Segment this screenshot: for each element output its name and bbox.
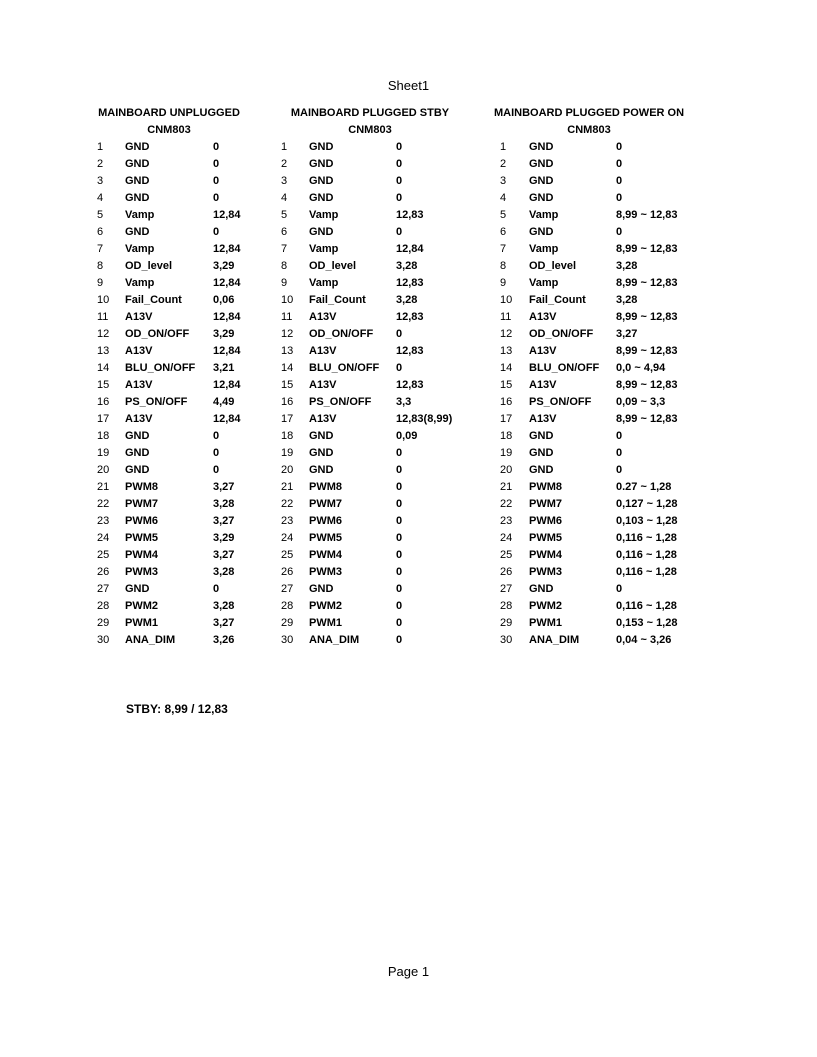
pin-number: 21	[97, 481, 110, 494]
pin-value: 3,28	[616, 294, 638, 307]
pin-number: 23	[97, 515, 110, 528]
pin-name: A13V	[309, 413, 337, 426]
pin-name: A13V	[125, 311, 153, 324]
pin-number: 7	[97, 243, 104, 256]
pin-number: 20	[281, 464, 294, 477]
pin-name: GND	[529, 175, 554, 188]
pin-number: 15	[97, 379, 110, 392]
pin-name: A13V	[309, 345, 337, 358]
pin-number: 25	[281, 549, 294, 562]
pin-number: 26	[281, 566, 294, 579]
pin-value: 0	[213, 175, 220, 188]
pin-number: 29	[500, 617, 513, 630]
pin-number: 21	[281, 481, 294, 494]
pin-name: GND	[309, 192, 334, 205]
pin-number: 8	[500, 260, 507, 273]
pin-value: 3,26	[213, 634, 235, 647]
pin-value: 3,28	[396, 260, 418, 273]
pin-value: 0,116 ~ 1,28	[616, 600, 677, 613]
pin-value: 12,84	[213, 277, 241, 290]
pin-value: 0,153 ~ 1,28	[616, 617, 678, 630]
pin-name: GND	[529, 430, 554, 443]
pin-name: GND	[309, 583, 334, 596]
pin-value: 0,127 ~ 1,28	[616, 498, 678, 511]
pin-value: 8,99 ~ 12,83	[616, 243, 678, 256]
pin-name: ANA_DIM	[125, 634, 176, 647]
pin-value: 0,06	[213, 294, 235, 307]
pin-number: 10	[500, 294, 513, 307]
pin-name: GND	[529, 141, 554, 153]
pin-name: GND	[529, 158, 554, 171]
pin-number: 28	[97, 600, 110, 613]
pin-value: 0	[213, 158, 220, 171]
pin-value: 0	[396, 600, 403, 613]
pin-number: 11	[500, 311, 512, 324]
pin-number: 12	[500, 328, 513, 341]
pin-number: 27	[500, 583, 513, 596]
pin-number: 27	[281, 583, 294, 596]
table-title: MAINBOARD UNPLUGGED	[98, 107, 240, 119]
pin-name: OD_ON/OFF	[125, 328, 190, 341]
pin-value: 3,21	[213, 362, 235, 375]
pin-name: GND	[529, 192, 554, 205]
pin-name: A13V	[529, 311, 557, 324]
pin-value: 0	[213, 464, 220, 477]
pin-value: 0	[396, 175, 403, 188]
pin-name: GND	[309, 464, 334, 477]
pin-value: 12,84	[213, 209, 241, 222]
pin-number: 15	[500, 379, 513, 392]
pin-value: 3,27	[213, 481, 235, 494]
pin-number: 6	[500, 226, 507, 239]
pin-name: Fail_Count	[125, 294, 182, 307]
pin-value: 12,84	[213, 345, 241, 358]
pin-number: 12	[97, 328, 110, 341]
pin-name: A13V	[125, 345, 153, 358]
pin-value: 3,27	[616, 328, 638, 341]
pin-number: 14	[281, 362, 294, 375]
pin-number: 26	[500, 566, 513, 579]
page-number: Page 1	[387, 964, 430, 979]
pin-name: GND	[309, 226, 334, 239]
pin-number: 22	[97, 498, 110, 511]
pin-value: 0	[396, 464, 403, 477]
pin-name: PWM7	[125, 498, 158, 511]
pin-name: PWM5	[529, 532, 562, 545]
pin-value: 0	[616, 583, 623, 596]
pin-value: 0	[396, 362, 403, 375]
pin-number: 19	[97, 447, 110, 460]
pin-number: 2	[97, 158, 104, 171]
pin-number: 28	[500, 600, 513, 613]
pin-number: 4	[281, 192, 288, 205]
pin-name: GND	[125, 141, 150, 153]
connector-label: CNM803	[567, 124, 611, 136]
pin-number: 24	[97, 532, 110, 545]
pin-number: 17	[500, 413, 513, 426]
pin-number: 5	[97, 209, 104, 222]
pin-value: 0	[616, 158, 623, 171]
pin-number: 30	[281, 634, 294, 647]
pin-value: 3,29	[213, 532, 235, 545]
pin-number: 10	[281, 294, 294, 307]
pin-name: PWM4	[125, 549, 158, 562]
pin-name: Vamp	[529, 243, 559, 256]
pin-name: PWM6	[309, 515, 342, 528]
pin-name: PWM3	[529, 566, 562, 579]
pin-value: 0	[396, 158, 403, 171]
connector-label: CNM803	[348, 124, 392, 136]
pin-number: 13	[97, 345, 110, 358]
pin-name: PWM3	[125, 566, 158, 579]
pin-number: 15	[281, 379, 294, 392]
pin-name: GND	[125, 464, 150, 477]
pin-number: 18	[97, 430, 110, 443]
pin-number: 24	[281, 532, 294, 545]
pin-value: 3,28	[616, 260, 638, 273]
pin-name: PWM4	[529, 549, 562, 562]
pin-value: 12,84	[213, 243, 241, 256]
pin-number: 16	[500, 396, 513, 409]
pin-number: 2	[281, 158, 288, 171]
pin-number: 14	[97, 362, 110, 375]
pin-value: 0	[213, 430, 220, 443]
pin-number: 24	[500, 532, 513, 545]
pin-name: GND	[309, 430, 334, 443]
pin-value: 3,27	[213, 549, 235, 562]
pin-number: 6	[281, 226, 288, 239]
pin-value: 3,28	[213, 600, 235, 613]
pin-value: 0,116 ~ 1,28	[616, 549, 677, 562]
pin-name: OD_level	[125, 260, 173, 273]
pin-value: 12,83	[396, 209, 424, 222]
pin-number: 11	[281, 311, 293, 324]
pin-value: 0	[396, 192, 403, 205]
pin-number: 6	[97, 226, 104, 239]
pin-value: 8,99 ~ 12,83	[616, 277, 678, 290]
pin-name: A13V	[529, 379, 557, 392]
pin-value: 0	[396, 549, 403, 562]
pin-number: 2	[500, 158, 507, 171]
pin-value: 3,3	[396, 396, 412, 409]
pin-name: ANA_DIM	[309, 634, 360, 647]
pin-name: Fail_Count	[529, 294, 586, 307]
pin-number: 23	[500, 515, 513, 528]
pin-value: 3,29	[213, 328, 235, 341]
pin-value: 0	[396, 634, 403, 647]
pin-name: OD_level	[309, 260, 357, 273]
pin-number: 7	[500, 243, 507, 256]
pin-value: 0	[616, 447, 623, 460]
pin-number: 14	[500, 362, 513, 375]
pin-number: 13	[281, 345, 294, 358]
pin-name: GND	[125, 430, 150, 443]
pin-name: BLU_ON/OFF	[125, 362, 196, 375]
pin-name: GND	[309, 141, 334, 153]
pin-name: PWM7	[529, 498, 562, 511]
pin-number: 27	[97, 583, 110, 596]
pin-value: 8,99 ~ 12,83	[616, 311, 678, 324]
pin-name: Vamp	[309, 209, 339, 222]
pin-value: 0,09	[396, 430, 418, 443]
pin-name: PWM8	[529, 481, 562, 494]
pin-value: 0	[396, 498, 403, 511]
pin-name: GND	[125, 226, 150, 239]
pin-number: 5	[500, 209, 507, 222]
pin-number: 8	[97, 260, 104, 273]
pin-name: GND	[529, 447, 554, 460]
pin-number: 4	[500, 192, 507, 205]
pin-value: 0	[213, 583, 220, 596]
pin-value: 3,27	[213, 617, 235, 630]
pin-number: 19	[281, 447, 294, 460]
pin-name: PWM4	[309, 549, 342, 562]
pin-name: PWM6	[125, 515, 158, 528]
pin-number: 9	[97, 277, 104, 290]
pin-name: PS_ON/OFF	[529, 396, 592, 409]
pin-name: PWM8	[125, 481, 158, 494]
pin-value: 0	[616, 141, 623, 153]
pin-name: Vamp	[125, 209, 155, 222]
pin-value: 12,84	[213, 413, 241, 426]
pin-value: 12,83	[396, 345, 424, 358]
pin-number: 1	[281, 141, 288, 153]
pin-number: 13	[500, 345, 513, 358]
pin-value: 0	[213, 141, 220, 153]
pin-name: A13V	[309, 311, 337, 324]
pin-name: GND	[125, 175, 150, 188]
pin-value: 3,27	[213, 515, 235, 528]
pin-value: 0	[396, 566, 403, 579]
pin-name: PWM6	[529, 515, 562, 528]
pin-number: 30	[500, 634, 513, 647]
pin-number: 20	[97, 464, 110, 477]
pin-name: GND	[125, 158, 150, 171]
pin-name: Vamp	[529, 209, 559, 222]
pin-value: 0	[213, 447, 220, 460]
pin-value: 0,0 ~ 4,94	[616, 362, 666, 375]
pin-name: A13V	[529, 345, 557, 358]
pin-name: A13V	[529, 413, 557, 426]
pin-number: 25	[500, 549, 513, 562]
pin-name: Vamp	[529, 277, 559, 290]
pin-value: 0,116 ~ 1,28	[616, 566, 677, 579]
pin-value: 0	[396, 617, 403, 630]
pin-number: 16	[97, 396, 110, 409]
pin-value: 3,28	[396, 294, 418, 307]
pin-number: 7	[281, 243, 288, 256]
pin-number: 11	[97, 311, 109, 324]
pin-value: 0	[616, 192, 623, 205]
pin-value: 0	[616, 226, 623, 239]
pin-number: 25	[97, 549, 110, 562]
pin-name: Fail_Count	[309, 294, 366, 307]
pin-value: 0	[396, 515, 403, 528]
pin-value: 0	[616, 464, 623, 477]
pin-number: 9	[500, 277, 507, 290]
pin-number: 3	[97, 175, 104, 188]
pin-name: GND	[529, 583, 554, 596]
pin-number: 30	[97, 634, 110, 647]
pin-name: A13V	[125, 413, 153, 426]
pin-value: 0	[616, 175, 623, 188]
pin-number: 4	[97, 192, 104, 205]
pin-name: PWM2	[309, 600, 342, 613]
pin-value: 0	[396, 328, 403, 341]
pin-name: BLU_ON/OFF	[529, 362, 600, 375]
pin-value: 0.27 ~ 1,28	[616, 481, 672, 494]
pin-number: 29	[281, 617, 294, 630]
pin-name: A13V	[125, 379, 153, 392]
pin-number: 17	[97, 413, 110, 426]
pin-name: A13V	[309, 379, 337, 392]
pin-name: PWM3	[309, 566, 342, 579]
pin-value: 0	[213, 226, 220, 239]
pin-value: 3,28	[213, 498, 235, 511]
pin-value: 0,04 ~ 3,26	[616, 634, 672, 647]
pin-name: GND	[125, 447, 150, 460]
pin-name: GND	[125, 583, 150, 596]
pin-name: BLU_ON/OFF	[309, 362, 380, 375]
pin-number: 1	[500, 141, 507, 153]
pin-number: 18	[281, 430, 294, 443]
pin-name: PS_ON/OFF	[309, 396, 372, 409]
pin-number: 17	[281, 413, 294, 426]
pin-value: 0,09 ~ 3,3	[616, 396, 666, 409]
table-title: MAINBOARD PLUGGED STBY	[290, 107, 450, 119]
pin-name: PWM1	[529, 617, 562, 630]
pin-value: 4,49	[213, 396, 235, 409]
pin-number: 18	[500, 430, 513, 443]
pin-name: GND	[309, 158, 334, 171]
pin-name: GND	[309, 447, 334, 460]
pin-name: Vamp	[309, 277, 339, 290]
pin-value: 3,28	[213, 566, 235, 579]
pin-value: 8,99 ~ 12,83	[616, 345, 678, 358]
pin-value: 12,83	[396, 277, 424, 290]
pin-number: 3	[281, 175, 288, 188]
pin-name: OD_ON/OFF	[309, 328, 374, 341]
pin-number: 20	[500, 464, 513, 477]
pin-name: PWM8	[309, 481, 342, 494]
pin-number: 1	[97, 141, 104, 153]
pin-value: 3,29	[213, 260, 235, 273]
pin-name: OD_level	[529, 260, 577, 273]
pin-value: 8,99 ~ 12,83	[616, 413, 678, 426]
pin-value: 8,99 ~ 12,83	[616, 379, 678, 392]
pin-name: GND	[529, 226, 554, 239]
pin-number: 21	[500, 481, 513, 494]
table-title: MAINBOARD PLUGGED POWER ON	[493, 107, 685, 119]
pin-name: PWM5	[125, 532, 158, 545]
connector-label: CNM803	[147, 124, 191, 136]
pin-value: 0	[396, 447, 403, 460]
pin-name: OD_ON/OFF	[529, 328, 594, 341]
pin-value: 12,84	[213, 311, 241, 324]
pin-name: GND	[125, 192, 150, 205]
pin-name: Vamp	[309, 243, 339, 256]
pin-number: 23	[281, 515, 294, 528]
stby-note: STBY: 8,99 / 12,83	[126, 702, 228, 716]
pin-number: 22	[281, 498, 294, 511]
pin-name: GND	[309, 175, 334, 188]
pin-value: 0	[396, 481, 403, 494]
pin-number: 5	[281, 209, 288, 222]
pin-number: 16	[281, 396, 294, 409]
pin-name: Vamp	[125, 277, 155, 290]
pin-name: PS_ON/OFF	[125, 396, 188, 409]
pin-number: 9	[281, 277, 288, 290]
sheet-title: Sheet1	[387, 78, 430, 93]
pin-value: 0	[396, 583, 403, 596]
pin-number: 29	[97, 617, 110, 630]
pin-name: PWM1	[125, 617, 158, 630]
pin-value: 0,103 ~ 1,28	[616, 515, 678, 528]
pin-number: 3	[500, 175, 507, 188]
pin-name: PWM2	[529, 600, 562, 613]
pin-number: 28	[281, 600, 294, 613]
pin-value: 0	[396, 532, 403, 545]
pin-value: 0	[396, 226, 403, 239]
pin-number: 10	[97, 294, 110, 307]
pin-value: 0	[396, 141, 403, 153]
pin-name: PWM5	[309, 532, 342, 545]
pin-value: 8,99 ~ 12,83	[616, 209, 678, 222]
pin-number: 22	[500, 498, 513, 511]
pin-name: ANA_DIM	[529, 634, 580, 647]
pin-name: PWM2	[125, 600, 158, 613]
pin-name: PWM1	[309, 617, 342, 630]
pin-value: 0	[213, 192, 220, 205]
pin-value: 12,83	[396, 311, 424, 324]
pin-value: 0	[616, 430, 623, 443]
pin-number: 19	[500, 447, 513, 460]
pin-name: PWM7	[309, 498, 342, 511]
pin-value: 12,83(8,99)	[396, 413, 453, 426]
pin-value: 12,84	[213, 379, 241, 392]
pin-number: 8	[281, 260, 288, 273]
pin-number: 26	[97, 566, 110, 579]
pin-number: 12	[281, 328, 294, 341]
pin-value: 0,116 ~ 1,28	[616, 532, 677, 545]
pin-value: 12,83	[396, 379, 424, 392]
pin-name: Vamp	[125, 243, 155, 256]
pin-value: 12,84	[396, 243, 424, 256]
pin-name: GND	[529, 464, 554, 477]
